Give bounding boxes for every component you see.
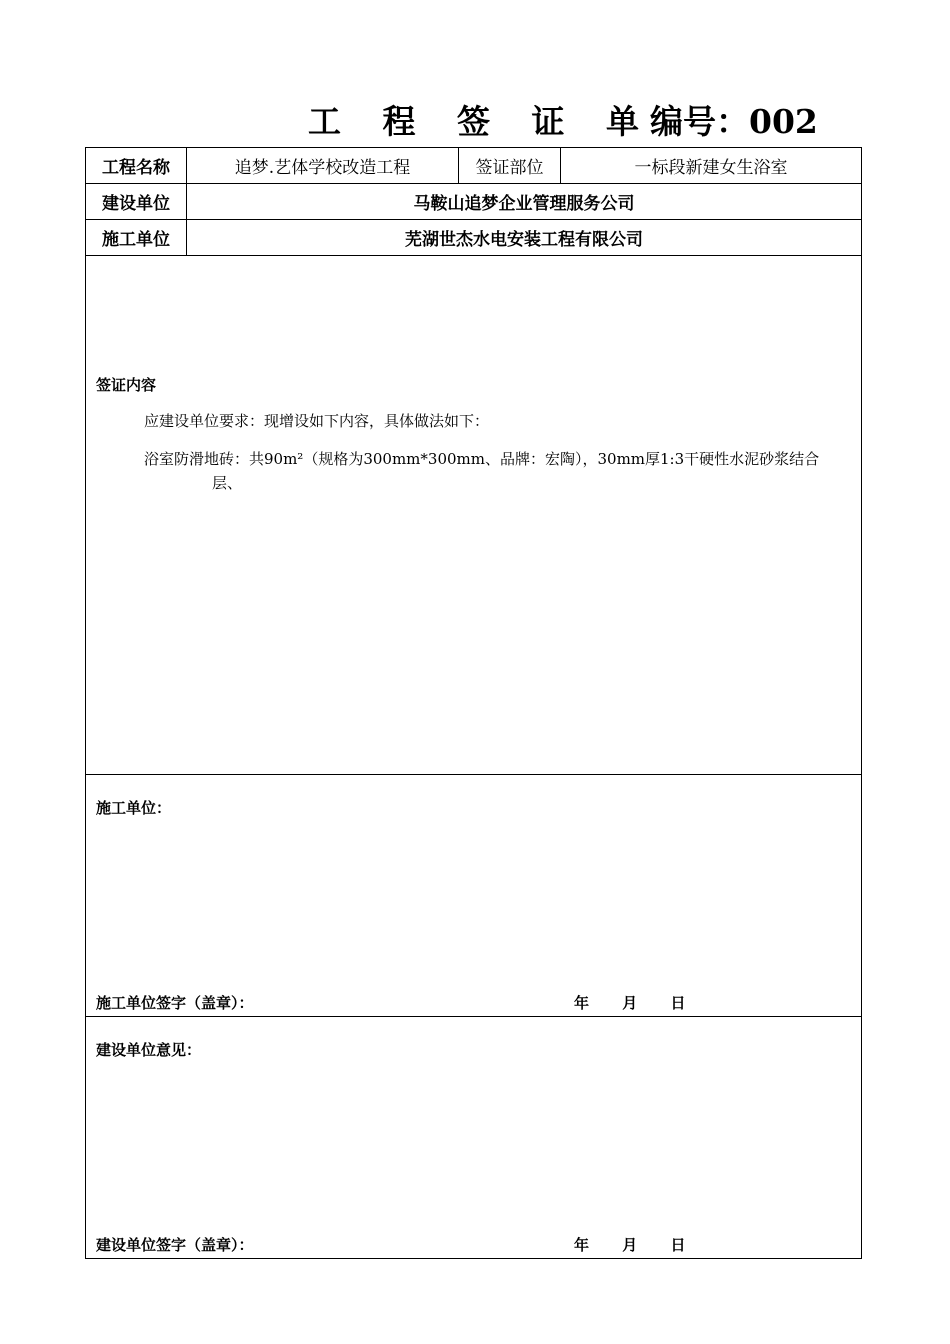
visa-part-label: 签证部位 <box>459 148 561 184</box>
content-paragraph-2-line-2: 层、 <box>212 474 243 492</box>
contractor-date-month: 月 <box>622 994 638 1012</box>
contractor-section-row <box>86 775 862 1017</box>
content-row <box>86 256 862 775</box>
owner-row <box>86 184 862 220</box>
owner-value: 马鞍山追梦企业管理服务公司 <box>187 184 862 220</box>
document-title: 工 程 签 证 单 <box>308 102 654 141</box>
contractor-section <box>86 775 862 1017</box>
owner-section-title: 建设单位意见： <box>96 1041 202 1059</box>
contractor-section-title: 施工单位： <box>96 799 172 817</box>
owner-date <box>574 1234 714 1255</box>
owner-date-day: 日 <box>670 1236 686 1254</box>
content-block <box>96 374 849 495</box>
owner-date-month: 月 <box>622 1236 638 1254</box>
content-paragraph-1: 应建设单位要求：现增设如下内容，具体做法如下： <box>144 412 490 430</box>
contractor-date-day: 日 <box>670 994 686 1012</box>
contractor-date <box>574 992 714 1013</box>
owner-label: 建设单位 <box>86 184 187 220</box>
content-label: 签证内容 <box>96 376 157 394</box>
contractor-signature-label: 施工单位签字（盖章）： <box>96 994 254 1012</box>
visa-part-value: 一标段新建女生浴室 <box>561 148 862 184</box>
project-name-label: 工程名称 <box>86 148 187 184</box>
content-paragraph-2-line-1: 浴室防滑地砖：共90m²（规格为300mm*300mm、品牌：宏陶），30mm厚1:3干硬性水泥砂浆结合 <box>144 450 820 468</box>
owner-signature-label: 建设单位签字（盖章）： <box>96 1236 254 1254</box>
owner-date-year: 年 <box>574 1236 590 1254</box>
document-number: 编号：002 <box>650 102 818 141</box>
contractor-value: 芜湖世杰水电安装工程有限公司 <box>187 220 862 256</box>
contractor-row <box>86 220 862 256</box>
owner-section <box>86 1017 862 1259</box>
owner-section-row <box>86 1017 862 1259</box>
visa-form-table <box>85 147 862 1259</box>
project-name-value: 追梦.艺体学校改造工程 <box>187 148 459 184</box>
document-header <box>0 96 950 148</box>
content-paragraph-2 <box>96 447 849 495</box>
content-cell <box>86 256 862 775</box>
contractor-date-year: 年 <box>574 994 590 1012</box>
contractor-label: 施工单位 <box>86 220 187 256</box>
project-row <box>86 148 862 184</box>
